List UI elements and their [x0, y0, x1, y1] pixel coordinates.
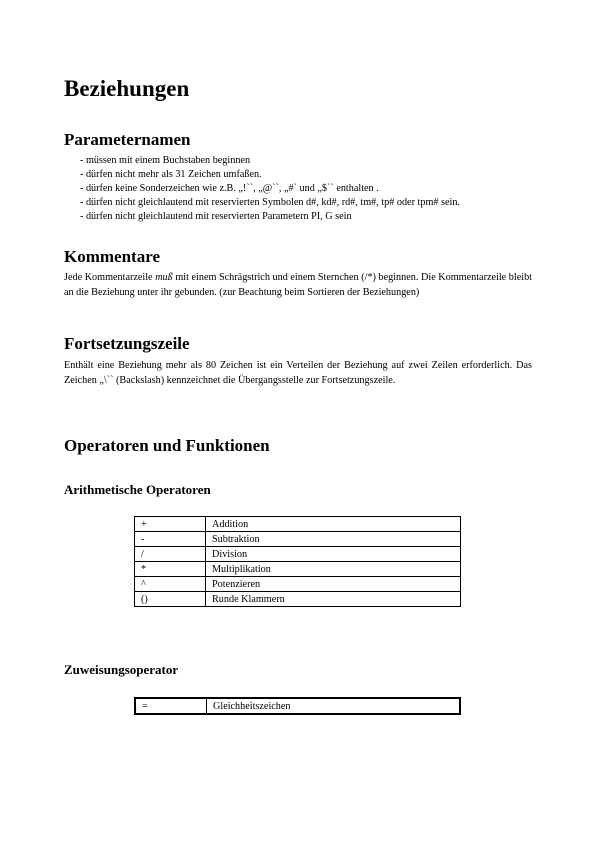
list-item: - dürfen nicht gleichlautend mit reservierten Symbolen d#, kd#, rd#, tm#, tp# oder tpm# sein. [80, 197, 460, 208]
heading-operatoren: Operatoren und Funktionen [64, 436, 270, 455]
operator-symbol: ^ [135, 577, 206, 592]
heading-arithmetische-operatoren: Arithmetische Operatoren [64, 482, 211, 497]
heading-zuweisungsoperator: Zuweisungsoperator [64, 662, 179, 677]
list-item: - dürfen nicht mehr als 31 Zeichen umfaßen. [80, 169, 262, 180]
kommentare-emphasis: muß [155, 272, 173, 283]
table-row [135, 517, 461, 532]
operator-symbol: * [135, 562, 206, 577]
operator-name: Subtraktion [206, 532, 461, 547]
kommentare-paragraph [64, 270, 532, 300]
table-row [135, 577, 461, 592]
page-title: Beziehungen [64, 76, 190, 101]
heading-kommentare: Kommentare [64, 247, 160, 266]
operator-name: Division [206, 547, 461, 562]
list-item: - dürfen nicht gleichlautend mit reservierten Parametern PI, G sein [80, 211, 352, 222]
table-row [135, 547, 461, 562]
list-item: - müssen mit einem Buchstaben beginnen [80, 155, 251, 166]
assignment-operator-table [134, 697, 461, 715]
kommentare-text-before: Jede Kommentarzeile [64, 272, 156, 283]
operator-symbol: = [135, 698, 207, 714]
arithmetic-operators-table [134, 516, 461, 607]
parameternamen-list [80, 154, 460, 224]
heading-parameternamen: Parameternamen [64, 130, 191, 149]
table-row [135, 592, 461, 607]
operator-symbol: / [135, 547, 206, 562]
table-row [135, 698, 460, 714]
operator-name: Gleichheitszeichen [207, 698, 461, 714]
operator-name: Multiplikation [206, 562, 461, 577]
table-row [135, 562, 461, 577]
table-row [135, 532, 461, 547]
operator-name: Addition [206, 517, 461, 532]
kommentare-text-after: mit einem Schrägstrich und einem Sternchen (/*) beginnen. Die Kommentarzeile bleibt an die Beziehung unter ihr gebunden. (zur Beachtung beim Sortieren der Beziehungen) [64, 272, 532, 298]
fortsetzungszeile-paragraph: Enthält eine Beziehung mehr als 80 Zeichen ist ein Verteilen der Beziehung auf zwei Zeilen erforderlich. Das Zeichen „\`` (Backslash) kennzeichnet die Übergangsstelle zur Fortsetzungszeile. [64, 360, 532, 386]
operator-symbol: - [135, 532, 206, 547]
list-item: - dürfen keine Sonderzeichen wie z.B. „!``, „@``, „#` und „$`` enthalten . [80, 183, 379, 194]
operator-symbol: + [135, 517, 206, 532]
operator-name: Potenzieren [206, 577, 461, 592]
heading-fortsetzungszeile: Fortsetzungszeile [64, 334, 190, 353]
operator-symbol: () [135, 592, 206, 607]
operator-name: Runde Klammern [206, 592, 461, 607]
